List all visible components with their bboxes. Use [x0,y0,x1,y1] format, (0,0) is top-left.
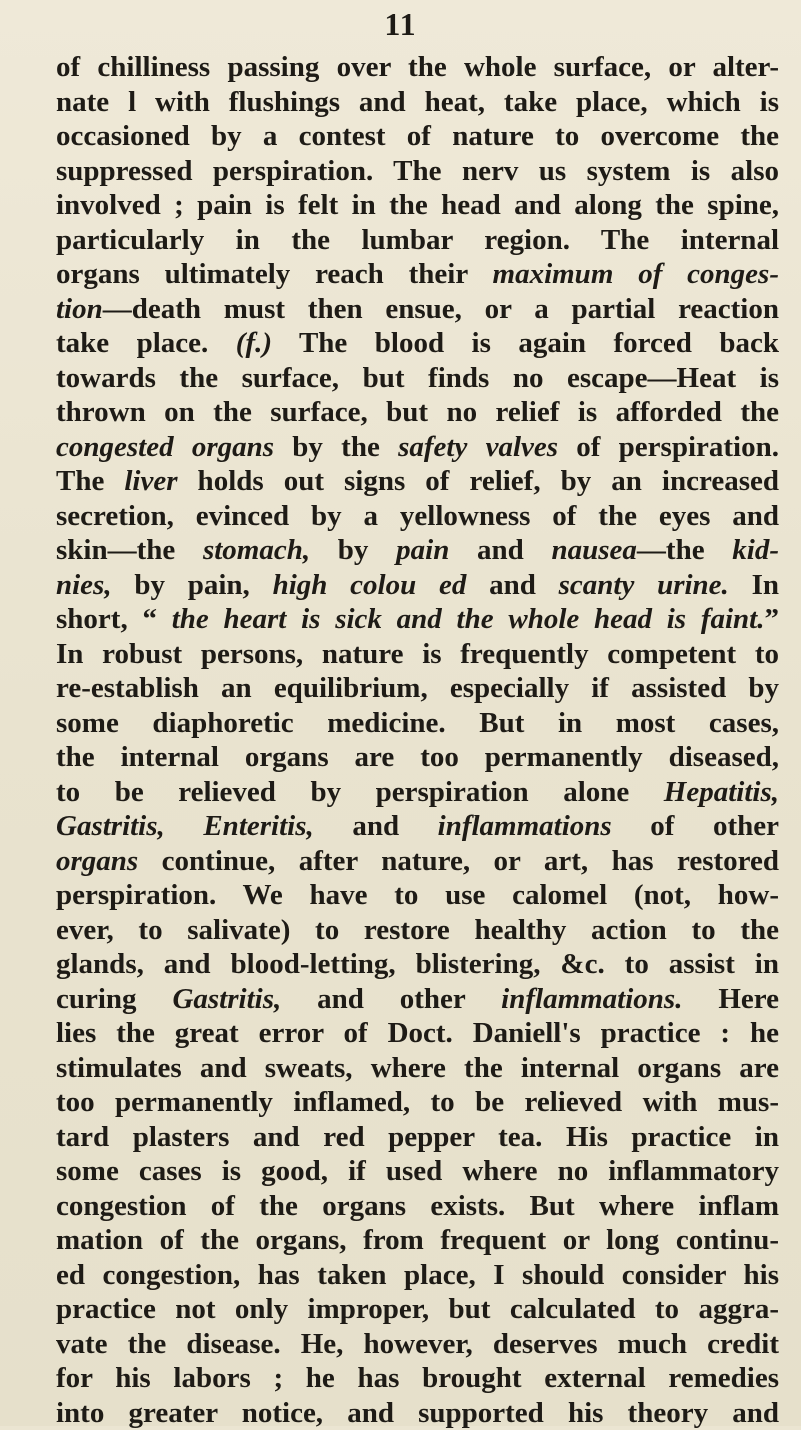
text-line [56,913,779,948]
text-line [56,947,779,982]
text-segment: to be relieved by perspiration alone [56,776,664,808]
body-text [56,50,779,1430]
text-segment: for his labors ; he has brought external remedies [56,1362,779,1394]
italic-text: high colou ed [273,569,467,601]
text-segment: of other [612,810,779,842]
text-segment: of chilliness passing over the whole surface, or alter- [56,51,779,83]
text-segment: skin—the [56,534,203,566]
text-line [56,50,779,85]
text-line [56,1120,779,1155]
italic-text: stomach, [203,534,310,566]
text-segment: —death must then ensue, or a partial reaction [103,293,779,325]
italic-text: (f.) [236,327,272,359]
text-segment: by the [274,431,398,463]
text-line [56,533,779,568]
text-segment: involved ; pain is felt in the head and along the spine, [56,189,779,221]
text-line [56,568,779,603]
text-segment: perspiration. We have to use calomel (not, how- [56,879,779,911]
italic-text: maximum of conges- [493,258,779,290]
text-segment: continue, after nature, or art, has restored [138,845,779,877]
italic-text: the heart is sick and the whole head is faint. [172,603,765,635]
text-line [56,1051,779,1086]
text-line [56,1189,779,1224]
text-segment: ever, to salivate) to restore healthy action to the [56,914,779,946]
text-segment: some diaphoretic medicine. But in most cases, [56,707,779,739]
page-number: 11 [0,6,801,42]
text-line [56,671,779,706]
text-line [56,292,779,327]
text-segment: ed congestion, has taken place, I should consider his [56,1259,779,1291]
text-line [56,395,779,430]
italic-text: Gastritis, Enteritis, [56,810,314,842]
text-segment: by pain, [112,569,273,601]
text-segment: take place. [56,327,236,359]
text-line [56,464,779,499]
text-segment: particularly in the lumbar region. The internal [56,224,779,256]
italic-text: organs [56,845,138,877]
text-segment: glands, and blood-letting, blistering, &c. to assist in [56,948,779,980]
italic-text: scanty urine. [559,569,729,601]
text-segment: secretion, evinced by a yellowness of the eyes and [56,500,779,532]
text-line [56,602,779,637]
text-segment: lies the great error of Doct. Daniell's practice : he [56,1017,779,1049]
text-segment: The [56,465,124,497]
text-line [56,361,779,396]
text-segment: congestion of the organs exists. But where inflam [56,1190,779,1222]
text-line [56,1396,779,1430]
text-line [56,257,779,292]
italic-text: liver [124,465,177,497]
text-segment: suppressed perspiration. The nerv us system is also [56,155,779,187]
text-line [56,706,779,741]
text-line [56,85,779,120]
text-segment: short, “ [56,603,172,635]
text-line [56,878,779,913]
text-line [56,1258,779,1293]
text-segment: some cases is good, if used where no inflammatory [56,1155,779,1187]
text-segment: by [310,534,396,566]
text-segment: —the [637,534,732,566]
text-line [56,1361,779,1396]
text-line [56,154,779,189]
italic-text: safety valves [398,431,558,463]
text-segment: and [466,569,558,601]
text-segment: curing [56,983,172,1015]
text-segment: ” [765,603,780,635]
italic-text: nausea [551,534,636,566]
text-line [56,499,779,534]
italic-text: Hepatitis, [664,776,779,808]
text-line [56,119,779,154]
text-segment: holds out signs of relief, by an increased [178,465,779,497]
text-segment: practice not only improper, but calculated to aggra- [56,1293,779,1325]
italic-text: nies, [56,569,112,601]
text-segment: Here [682,983,779,1015]
text-segment: of perspiration. [558,431,779,463]
text-segment: In robust persons, nature is frequently competent to [56,638,779,670]
text-segment: vate the disease. He, however, deserves much credit [56,1328,779,1360]
text-segment: into greater notice, and supported his theory and [56,1397,779,1429]
text-segment: too permanently inflamed, to be relieved with mus- [56,1086,779,1118]
italic-text: inflammations. [501,983,682,1015]
text-segment: nate l with flushings and heat, take place, which is [56,86,779,118]
text-segment: tard plasters and red pepper tea. His practice in [56,1121,779,1153]
text-segment: organs ultimately reach their [56,258,493,290]
text-line [56,982,779,1017]
text-segment: occasioned by a contest of nature to overcome the [56,120,779,152]
text-line [56,430,779,465]
text-line [56,740,779,775]
text-segment: In [729,569,779,601]
text-segment: and [449,534,551,566]
text-line [56,809,779,844]
italic-text: tion [56,293,103,325]
text-segment: and [314,810,438,842]
text-line [56,1292,779,1327]
text-segment: towards the surface, but finds no escape—Heat is [56,362,779,394]
text-line [56,637,779,672]
text-line [56,1016,779,1051]
italic-text: congested organs [56,431,274,463]
italic-text: pain [396,534,449,566]
text-line [56,844,779,879]
italic-text: inflammations [438,810,612,842]
text-line [56,1223,779,1258]
text-segment: and other [281,983,501,1015]
italic-text: Gastritis, [172,983,281,1015]
text-segment: stimulates and sweats, where the internal organs are [56,1052,779,1084]
italic-text: kid- [732,534,779,566]
text-segment: the internal organs are too permanently diseased, [56,741,779,773]
text-segment: The blood is again forced back [272,327,779,359]
text-line [56,1327,779,1362]
text-segment: mation of the organs, from frequent or long continu- [56,1224,779,1256]
text-line [56,188,779,223]
text-line [56,1154,779,1189]
text-line [56,1085,779,1120]
text-segment: re-establish an equilibrium, especially if assisted by [56,672,779,704]
text-line [56,223,779,258]
text-line [56,775,779,810]
text-segment: thrown on the surface, but no relief is afforded the [56,396,779,428]
text-line [56,326,779,361]
